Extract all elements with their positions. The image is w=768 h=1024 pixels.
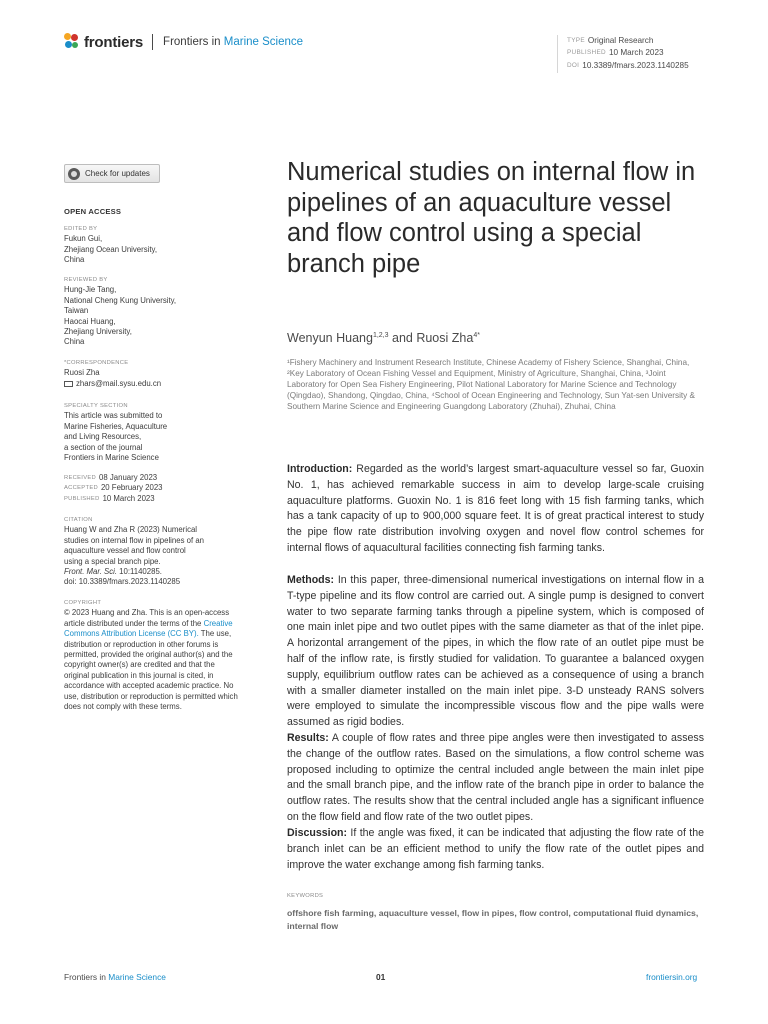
- page-number: 01: [376, 972, 386, 982]
- discussion-heading: Discussion:: [287, 827, 348, 839]
- correspondence-email-row[interactable]: [64, 379, 244, 389]
- open-access-text: OPEN ACCESS: [64, 207, 122, 216]
- received-label: RECEIVED: [64, 475, 97, 481]
- published-value: 10 March 2023: [608, 48, 664, 58]
- author-name[interactable]: Ruosi Zha: [416, 331, 474, 345]
- specialty-line: This article was submitted to: [64, 411, 163, 421]
- edited-by-section: [64, 224, 244, 266]
- article-title: Numerical studies on internal flow in pipelines of an aquaculture vessel and flow control using a special branch pipe: [287, 158, 696, 278]
- abstract-introduction: [287, 462, 704, 557]
- footer-journal-prefix: Frontiers in: [64, 972, 109, 982]
- copyright-section: [64, 598, 242, 712]
- logo-divider: [152, 34, 153, 50]
- footer-site-link[interactable]: [646, 972, 697, 982]
- citation-section: [64, 515, 244, 588]
- introduction-text: Regarded as the world’s largest smart-aquaculture vessel so far, Guoxin No. 1, has achieved remarkable success in aim to develop large-scale cruising aquaculture platforms. Guoxin No. 1 is 816 feet long with 15 fish farming tanks, which has a tank capacity of up to 900,000 square feet. It is of great practical interest to study the pipe flow rate distribution involving oxygen and novel flow control schemes for internal flows of aquacultural facilities connecting fish farming tanks.: [287, 463, 704, 554]
- accepted-date: 20 February 2023: [100, 483, 163, 493]
- footer-journal[interactable]: [64, 972, 166, 982]
- methods-text: In this paper, three-dimensional numerical investigations on internal flow in a T-type pipeline and its flow control are carried out. A single pump is designed to convert water to two separate farming tanks through a pipeline system, which is composed of one main inlet pipe and two outlet pipes with the same diameter as that of the inlet pipe. A horizontal arrangement of the pipes, in which the flow rate of an outlet pipe must be half of the inflow rate, is firstly studied for validation. To guarantee a balanced oxygen supply, equilibrium outflow rates can be achieved as a consequence of using a branch with a smaller diameter installed on the main inlet pipe. 3-D unsteady RANS solvers were employed to simulate the incompressible viscous flow and the pipe walls were assumed as rigid bodies.: [287, 574, 704, 729]
- correspondence-name: Ruosi Zha: [64, 368, 100, 378]
- journal-accent: Marine Science: [223, 36, 304, 48]
- affiliations: ¹Fishery Machinery and Instrument Research Institute, Chinese Academy of Fishery Science, Shanghai, China, ²Key Laboratory of Ocean Fishing Vessel and Equipment, Ministry of Agriculture, Shanghai, China, ³Joint Laboratory for Open Sea Fishery Engineering, Pilot National Laboratory for Marine Science and Technology (Qingdao), Shandong, Qingdao, China, ⁴School of Ocean Engineering and Technology, Sun Yat-sen University & Southern Marine Science and Engineering Guangdong Laboratory (Zhuhai), Zhuhai, China: [287, 358, 695, 412]
- citation-line: Huang W and Zha R (2023) Numerical: [64, 525, 198, 535]
- authors: [287, 331, 480, 345]
- reviewer-line: Zhejiang University,: [64, 327, 132, 337]
- article-meta: [567, 35, 689, 72]
- correspondence-email[interactable]: zhars@mail.sysu.edu.cn: [76, 378, 162, 388]
- footer-site-text: frontiersin.org: [646, 972, 698, 982]
- dates-section: [64, 473, 244, 504]
- update-check-icon: [68, 168, 80, 180]
- keywords: offshore fish farming, aquaculture vessel, flow in pipes, flow control, computational fluid dynamics, internal flow: [287, 908, 699, 932]
- reviewer-line: China: [64, 337, 85, 347]
- citation-line: studies on internal flow in pipelines of an: [64, 535, 204, 545]
- specialty-line: Frontiers in Marine Science: [64, 453, 159, 463]
- journal-name[interactable]: [163, 36, 303, 48]
- results-heading: Results:: [287, 732, 329, 744]
- doi-value[interactable]: 10.3389/fmars.2023.1140285: [582, 60, 689, 70]
- copyright-text-part: © 2023 Huang and Zha. This is an open-access article distributed under the terms of the: [64, 608, 230, 628]
- specialty-section: [64, 401, 244, 463]
- citation-journal-line: [64, 567, 244, 577]
- authors-and: and: [388, 331, 417, 345]
- footer-journal-accent: Marine Science: [108, 972, 166, 982]
- abstract-results: [287, 731, 704, 826]
- copyright-label: COPYRIGHT: [64, 600, 102, 606]
- published-label: PUBLISHED: [567, 49, 606, 57]
- keywords-label: KEYWORDS: [287, 893, 324, 899]
- reviewed-by-section: [64, 275, 244, 348]
- frontiers-logo-icon: [64, 33, 80, 51]
- received-date: 08 January 2023: [99, 473, 158, 482]
- frontiers-logo[interactable]: [64, 33, 303, 51]
- citation-volume: 10:1140285.: [117, 567, 162, 577]
- abstract-discussion: [287, 826, 704, 873]
- logo-wordmark: frontiers: [84, 33, 144, 51]
- check-for-updates-label: Check for updates: [85, 169, 150, 178]
- author-name[interactable]: Wenyun Huang: [287, 331, 373, 345]
- specialty-label: SPECIALTY SECTION: [64, 403, 128, 409]
- editor-line: Zhejiang Ocean University,: [64, 244, 158, 254]
- citation-line: aquaculture vessel and flow control: [64, 546, 186, 556]
- copyright-text: [64, 608, 242, 712]
- abstract-methods: [287, 573, 704, 731]
- published-date: 10 March 2023: [102, 493, 155, 503]
- author-affiliation-sup: 4*: [473, 331, 480, 339]
- specialty-line: a section of the journal: [64, 442, 143, 452]
- editor-line: Fukun Gui,: [64, 234, 103, 244]
- discussion-text: If the angle was fixed, it can be indicated that adjusting the flow rate of the branch inlet can be an efficient method to unify the flow rate of the outlet pipes and improve the water exchange among fish farming tanks.: [287, 827, 704, 871]
- mail-icon: [64, 381, 73, 387]
- accepted-label: ACCEPTED: [64, 485, 98, 492]
- type-value: Original Research: [587, 36, 654, 45]
- author-affiliation-sup: 1,2,3: [372, 331, 389, 339]
- doi-label: DOI: [567, 61, 580, 69]
- methods-heading: Methods:: [287, 574, 335, 586]
- reviewer-line: Hung-Jie Tang,: [64, 285, 117, 295]
- reviewed-by-label: REVIEWED BY: [64, 277, 108, 283]
- results-text: A couple of flow rates and three pipe angles were then investigated to assess the change of the outflow rates. Based on the simulations, a flow control scheme was proposed including to optimize the central included angle between the main inlet pipe and the small branch pipe, and the inflow rate of the branch pipe in order to balance the outflow rates. The results show that the central included angle has a significant influence on the flow field and flow rate of the two outlet pipes.: [287, 732, 704, 823]
- check-for-updates-button[interactable]: [64, 164, 160, 183]
- reviewer-line: National Cheng Kung University,: [64, 295, 177, 305]
- citation-line: using a special branch pipe.: [64, 556, 161, 566]
- specialty-line: Marine Fisheries, Aquaculture: [64, 421, 168, 431]
- published-label: PUBLISHED: [64, 495, 100, 502]
- specialty-line: and Living Resources,: [64, 432, 142, 442]
- copyright-text-part: The use, distribution or reproduction in other forums is permitted, provided the original author(s) and the copyright owner(s) are credited and that the original publication in this journal is cited, in accordance with accepted academic practice. No use, distribution or reproduction is permitted which does not comply with these terms.: [64, 629, 238, 712]
- correspondence-label: *CORRESPONDENCE: [64, 360, 129, 366]
- editor-line: China: [64, 255, 85, 265]
- reviewer-line: Haocai Huang,: [64, 316, 116, 326]
- reviewer-line: Taiwan: [64, 306, 89, 316]
- meta-divider: [557, 35, 558, 73]
- citation-doi[interactable]: doi: 10.3389/fmars.2023.1140285: [64, 577, 181, 587]
- cc-by-license-link[interactable]: Creative Commons Attribution License (CC BY).: [64, 618, 233, 639]
- introduction-heading: Introduction:: [287, 463, 353, 475]
- edited-by-label: EDITED BY: [64, 226, 98, 232]
- citation-journal: Front. Mar. Sci.: [64, 567, 117, 577]
- type-label: TYPE: [567, 37, 585, 44]
- citation-label: CITATION: [64, 517, 93, 523]
- correspondence-section: [64, 358, 244, 389]
- journal-prefix: Frontiers in: [163, 36, 224, 48]
- open-access-label: [64, 207, 244, 217]
